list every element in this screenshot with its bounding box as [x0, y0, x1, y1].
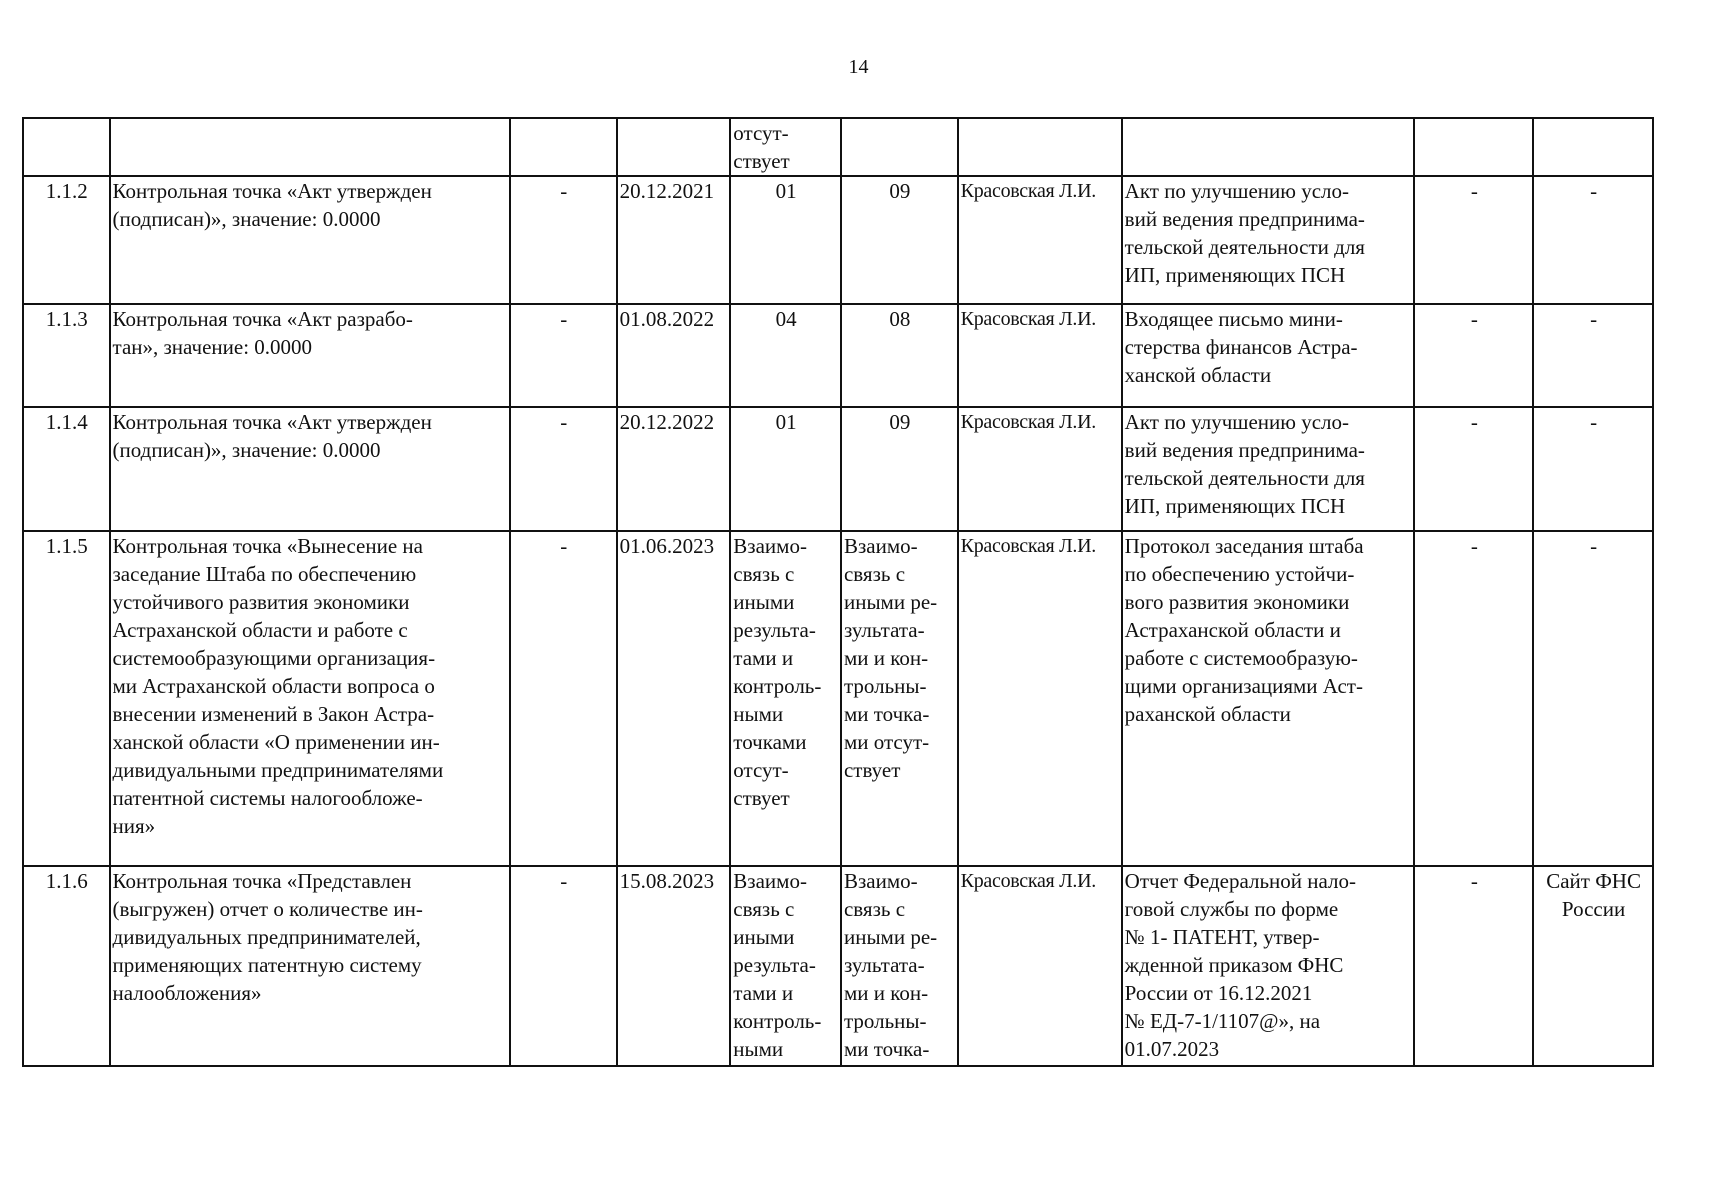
due-date: 20.12.2022	[617, 407, 731, 531]
extra-column: -	[1414, 866, 1533, 1066]
previous-value: -	[510, 407, 617, 531]
control-point-name: Контрольная точка «Акт разрабо- тан», значение: 0.0000	[110, 304, 510, 407]
source-column: -	[1533, 304, 1653, 407]
confirming-document: Акт по улучшению усло- вий ведения предпринима- тельской деятельности для ИП, применяющих ПСН	[1122, 176, 1415, 304]
previous-value: -	[510, 176, 617, 304]
responsible-person: Красовская Л.И.	[958, 866, 1122, 1066]
due-date: 20.12.2021	[617, 176, 731, 304]
relation-successor: Взаимо- связь с иными ре- зультата- ми и кон- трольны- ми точка-	[841, 866, 958, 1066]
source-column: -	[1533, 407, 1653, 531]
control-point-name: Контрольная точка «Акт утвержден (подписан)», значение: 0.0000	[110, 407, 510, 531]
extra-column: -	[1414, 531, 1533, 866]
due-date: 15.08.2023	[617, 866, 731, 1066]
row-number: 1.1.6	[23, 866, 110, 1066]
source-column: Сайт ФНС России	[1533, 866, 1653, 1066]
control-point-name: Контрольная точка «Акт утвержден (подписан)», значение: 0.0000	[110, 176, 510, 304]
control-point-name	[110, 118, 510, 176]
table-row	[23, 531, 1653, 866]
previous-value: -	[510, 531, 617, 866]
extra-column: -	[1414, 176, 1533, 304]
relation-predecessor: Взаимо- связь с иными результа- тами и контроль- ными	[730, 866, 841, 1066]
responsible-person: Красовская Л.И.	[958, 176, 1122, 304]
row-number: 1.1.4	[23, 407, 110, 531]
confirming-document: Входящее письмо мини- стерства финансов Астра- ханской области	[1122, 304, 1415, 407]
responsible-person: Красовская Л.И.	[958, 304, 1122, 407]
extra-column: -	[1414, 304, 1533, 407]
page-number: 14	[848, 56, 869, 78]
control-point-name: Контрольная точка «Представлен (выгружен) отчет о количестве ин- дивидуальных предпринимателей, применяющих патентную систему налообложения»	[110, 866, 510, 1066]
control-point-name: Контрольная точка «Вынесение на заседание Штаба по обеспечению устойчивого развития экономики Астраханской области и работе с системообразующими организация- ми Астраханской области вопроса о внесении изменений в Закон Астра- ханской области «О применении ин- дивидуальными предпринимателями патентной системы налогообложе- ния»	[110, 531, 510, 866]
source-column: -	[1533, 531, 1653, 866]
relation-predecessor: Взаимо- связь с иными результа- тами и контроль- ными точками отсут- ствует	[730, 531, 841, 866]
table-body	[23, 118, 1653, 1066]
relation-predecessor: 01	[730, 176, 841, 304]
source-column	[1533, 118, 1653, 176]
extra-column: -	[1414, 407, 1533, 531]
confirming-document: Отчет Федеральной нало- говой службы по форме № 1- ПАТЕНТ, утвер- жденной приказом ФНС России от 16.12.2021 № ЕД-7-1/1107@», на 01.07.2023	[1122, 866, 1415, 1066]
control-points-table	[22, 117, 1654, 1067]
relation-successor: 09	[841, 176, 958, 304]
responsible-person: Красовская Л.И.	[958, 407, 1122, 531]
relation-successor: 08	[841, 304, 958, 407]
row-number	[23, 118, 110, 176]
table-row	[23, 407, 1653, 531]
confirming-document: Протокол заседания штаба по обеспечению устойчи- вого развития экономики Астраханской области и работе с системообразую- щими организациями Аст- раханской области	[1122, 531, 1415, 866]
due-date	[617, 118, 731, 176]
relation-predecessor: 01	[730, 407, 841, 531]
relation-successor: 09	[841, 407, 958, 531]
relation-successor	[841, 118, 958, 176]
table-row	[23, 866, 1653, 1066]
responsible-person	[958, 118, 1122, 176]
confirming-document: Акт по улучшению усло- вий ведения предпринима- тельской деятельности для ИП, применяющих ПСН	[1122, 407, 1415, 531]
extra-column	[1414, 118, 1533, 176]
row-number: 1.1.3	[23, 304, 110, 407]
table-row	[23, 304, 1653, 407]
relation-successor: Взаимо- связь с иными ре- зультата- ми и кон- трольны- ми точка- ми отсут- ствует	[841, 531, 958, 866]
previous-value	[510, 118, 617, 176]
row-number: 1.1.2	[23, 176, 110, 304]
confirming-document	[1122, 118, 1415, 176]
table-row	[23, 176, 1653, 304]
due-date: 01.06.2023	[617, 531, 731, 866]
previous-value: -	[510, 304, 617, 407]
due-date: 01.08.2022	[617, 304, 731, 407]
source-column: -	[1533, 176, 1653, 304]
relation-predecessor: 04	[730, 304, 841, 407]
relation-predecessor: отсут- ствует	[730, 118, 841, 176]
responsible-person: Красовская Л.И.	[958, 531, 1122, 866]
table-row	[23, 118, 1653, 176]
previous-value: -	[510, 866, 617, 1066]
row-number: 1.1.5	[23, 531, 110, 866]
